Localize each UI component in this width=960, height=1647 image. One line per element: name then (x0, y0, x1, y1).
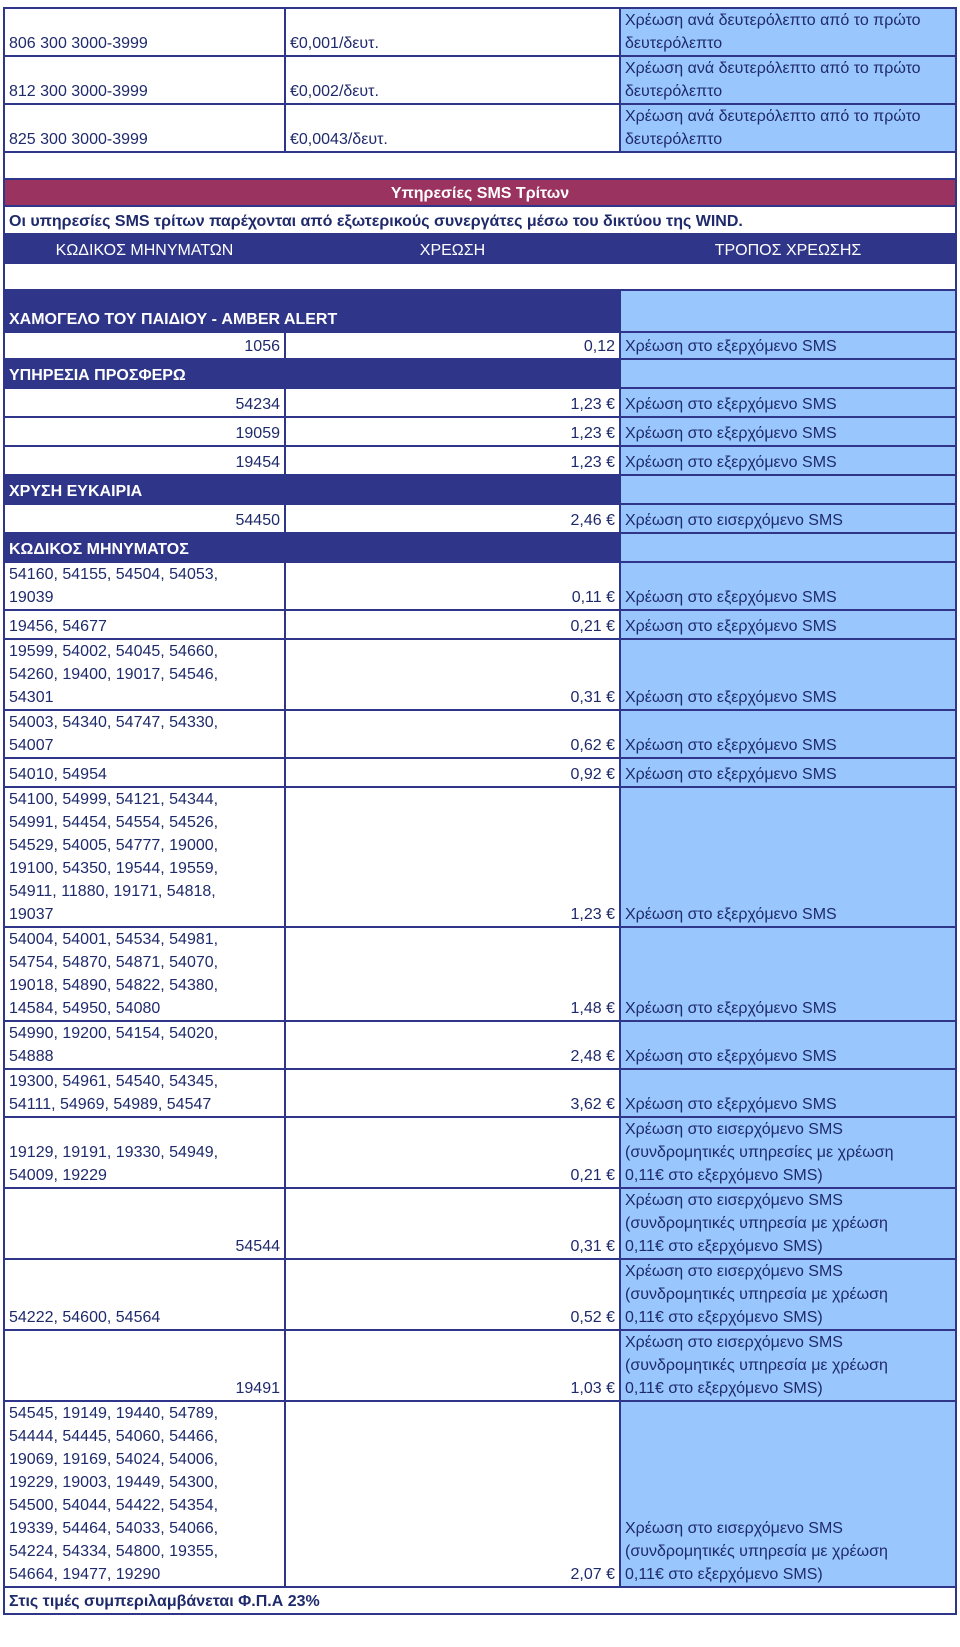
section-title-row (4, 179, 956, 206)
spacer-cell (4, 263, 956, 290)
sms-row (4, 710, 956, 758)
category-row (4, 533, 956, 562)
code-list-cell: 54100, 54999, 54121, 54344, 54991, 54454, 54554, 54526, 54529, 54005, 54777, 19000, 19100, 54350, 19544, 19559, 54911, 11880, 19171, 54818, 19037 (4, 787, 285, 927)
footnote-row (4, 1587, 956, 1614)
price-cell: 2,07 € (285, 1401, 620, 1587)
code-cell: 19454 (4, 446, 285, 475)
price-cell: 0,52 € (285, 1259, 620, 1330)
method-cell: Χρέωση στο εισερχόμενο SMS (συνδρομητικές υπηρεσία με χρέωση 0,11€ στο εξερχόμενο SMS) (620, 1330, 956, 1401)
sms-row (4, 610, 956, 639)
method-cell: Χρέωση στο εισερχόμενο SMS (συνδρομητικές υπηρεσία με χρέωση 0,11€ στο εξερχόμενο SMS) (620, 1259, 956, 1330)
code-cell: 1056 (4, 332, 285, 359)
code-list-cell: 54160, 54155, 54504, 54053, 19039 (4, 562, 285, 610)
method-cell: Χρέωση στο εξερχόμενο SMS (620, 639, 956, 710)
sms-section-intro: Οι υπηρεσίες SMS τρίτων παρέχονται από εξωτερικούς συνεργάτες μέσω του δικτύου της WIND. (4, 206, 956, 234)
code-list-cell: 54545, 19149, 19440, 54789, 54444, 54445, 54060, 54466, 19069, 19169, 54024, 54006, 19229, 19003, 19449, 54300, 54500, 54044, 54422, 54354, 19339, 54464, 54033, 54066, 54224, 54334, 54800, 19355, 54664, 19477, 19290 (4, 1401, 285, 1587)
intro-row (4, 206, 956, 234)
code-list-cell: 54004, 54001, 54534, 54981, 54754, 54870, 54871, 54070, 19018, 54890, 54822, 54380, 14584, 54950, 54080 (4, 927, 285, 1021)
sms-row (4, 927, 956, 1021)
price-cell: 1,23 € (285, 417, 620, 446)
rate-cell: €0,001/δευτ. (285, 8, 620, 56)
method-cell: Χρέωση στο εξερχόμενο SMS (620, 710, 956, 758)
header-code: ΚΩΔΙΚΟΣ ΜΗΝΥΜΑΤΩΝ (4, 234, 285, 263)
code-list-cell: 54010, 54954 (4, 758, 285, 787)
pricing-table-body (4, 8, 956, 1614)
code-list-cell: 19599, 54002, 54045, 54660, 54260, 19400, 19017, 54546, 54301 (4, 639, 285, 710)
price-cell: 1,23 € (285, 787, 620, 927)
code-list-cell: 54990, 19200, 54154, 54020, 54888 (4, 1021, 285, 1069)
header-method: ΤΡΟΠΟΣ ΧΡΕΩΣΗΣ (620, 234, 956, 263)
method-cell: Χρέωση στο εξερχόμενο SMS (620, 927, 956, 1021)
method-cell: Χρέωση ανά δευτερόλεπτο από το πρώτο δευτερόλεπτο (620, 104, 956, 152)
rate-cell: €0,002/δευτ. (285, 56, 620, 104)
category-row (4, 475, 956, 504)
price-cell: 3,62 € (285, 1069, 620, 1117)
sms-row (4, 639, 956, 710)
method-cell (620, 359, 956, 388)
method-cell: Χρέωση στο εισερχόμενο SMS (συνδρομητικές υπηρεσίες με χρέωση 0,11€ στο εξερχόμενο SMS) (620, 1117, 956, 1188)
code-list-cell: 54003, 54340, 54747, 54330, 54007 (4, 710, 285, 758)
sms-row (4, 1330, 956, 1401)
code-list-cell: 19456, 54677 (4, 610, 285, 639)
code-cell: 54234 (4, 388, 285, 417)
price-cell: 0,21 € (285, 1117, 620, 1188)
method-cell: Χρέωση στο εισερχόμενο SMS (620, 504, 956, 533)
price-cell: 2,46 € (285, 504, 620, 533)
price-cell: 1,23 € (285, 388, 620, 417)
price-cell: 0,31 € (285, 639, 620, 710)
premium-row (4, 56, 956, 104)
message-code-label: ΚΩΔΙΚΟΣ ΜΗΝΥΜΑΤΟΣ (4, 533, 620, 562)
number-range-cell: 812 300 3000-3999 (4, 56, 285, 104)
method-cell: Χρέωση στο εξερχόμενο SMS (620, 332, 956, 359)
method-cell: Χρέωση στο εξερχόμενο SMS (620, 417, 956, 446)
method-cell (620, 533, 956, 562)
price-cell: 0,62 € (285, 710, 620, 758)
sms-row (4, 1401, 956, 1587)
category-row (4, 359, 956, 388)
method-cell: Χρέωση στο εξερχόμενο SMS (620, 388, 956, 417)
sms-row (4, 562, 956, 610)
method-cell: Χρέωση στο εξερχόμενο SMS (620, 562, 956, 610)
rate-cell: €0,0043/δευτ. (285, 104, 620, 152)
sms-row (4, 1259, 956, 1330)
sms-row (4, 787, 956, 927)
method-cell: Χρέωση στο εξερχόμενο SMS (620, 610, 956, 639)
code-list-cell: 19300, 54961, 54540, 54345, 54111, 54969, 54989, 54547 (4, 1069, 285, 1117)
price-cell: 0,12 (285, 332, 620, 359)
sms-row (4, 332, 956, 359)
amber-alert-label: ΧΑΜΟΓΕΛΟ ΤΟΥ ΠΑΙΔΙΟΥ - AMBER ALERT (4, 290, 620, 332)
code-list-cell: 19491 (4, 1330, 285, 1401)
gold-label: ΧΡΥΣΗ ΕΥΚΑΙΡΙΑ (4, 475, 620, 504)
sms-section-title: Υπηρεσίες SMS Τρίτων (4, 179, 956, 206)
offer-label: ΥΠΗΡΕΣΙΑ ΠΡΟΣΦΕΡΩ (4, 359, 620, 388)
sms-row (4, 1021, 956, 1069)
category-row (4, 290, 956, 332)
price-cell: 1,23 € (285, 446, 620, 475)
method-cell: Χρέωση στο εξερχόμενο SMS (620, 446, 956, 475)
code-list-cell: 19129, 19191, 19330, 54949, 54009, 19229 (4, 1117, 285, 1188)
sms-row (4, 388, 956, 417)
spacer-row (4, 152, 956, 179)
sms-row (4, 504, 956, 533)
sms-row (4, 1117, 956, 1188)
code-cell: 54450 (4, 504, 285, 533)
price-cell: 1,48 € (285, 927, 620, 1021)
column-header-row (4, 234, 956, 263)
method-cell: Χρέωση στο εξερχόμενο SMS (620, 1069, 956, 1117)
premium-row (4, 104, 956, 152)
method-cell: Χρέωση ανά δευτερόλεπτο από το πρώτο δευτερόλεπτο (620, 8, 956, 56)
pricing-table (3, 7, 957, 1615)
code-list-cell: 54222, 54600, 54564 (4, 1259, 285, 1330)
price-cell: 0,92 € (285, 758, 620, 787)
price-cell: 1,03 € (285, 1330, 620, 1401)
code-cell: 19059 (4, 417, 285, 446)
number-range-cell: 806 300 3000-3999 (4, 8, 285, 56)
method-cell (620, 290, 956, 332)
price-cell: 2,48 € (285, 1021, 620, 1069)
method-cell: Χρέωση στο εξερχόμενο SMS (620, 758, 956, 787)
price-cell: 0,21 € (285, 610, 620, 639)
sms-row (4, 1188, 956, 1259)
method-cell: Χρέωση ανά δευτερόλεπτο από το πρώτο δευτερόλεπτο (620, 56, 956, 104)
sms-row (4, 1069, 956, 1117)
number-range-cell: 825 300 3000-3999 (4, 104, 285, 152)
method-cell (620, 475, 956, 504)
sms-row (4, 417, 956, 446)
price-cell: 0,31 € (285, 1188, 620, 1259)
spacer-cell (4, 152, 956, 179)
vat-footnote: Στις τιμές συμπεριλαμβάνεται Φ.Π.Α 23% (4, 1587, 956, 1614)
method-cell: Χρέωση στο εξερχόμενο SMS (620, 1021, 956, 1069)
sms-row (4, 446, 956, 475)
spacer-row (4, 263, 956, 290)
method-cell: Χρέωση στο εισερχόμενο SMS (συνδρομητικές υπηρεσία με χρέωση 0,11€ στο εξερχόμενο SMS) (620, 1401, 956, 1587)
code-list-cell: 54544 (4, 1188, 285, 1259)
method-cell: Χρέωση στο εισερχόμενο SMS (συνδρομητικές υπηρεσία με χρέωση 0,11€ στο εξερχόμενο SMS) (620, 1188, 956, 1259)
method-cell: Χρέωση στο εξερχόμενο SMS (620, 787, 956, 927)
premium-row (4, 8, 956, 56)
sms-row (4, 758, 956, 787)
header-charge: ΧΡΕΩΣΗ (285, 234, 620, 263)
price-cell: 0,11 € (285, 562, 620, 610)
